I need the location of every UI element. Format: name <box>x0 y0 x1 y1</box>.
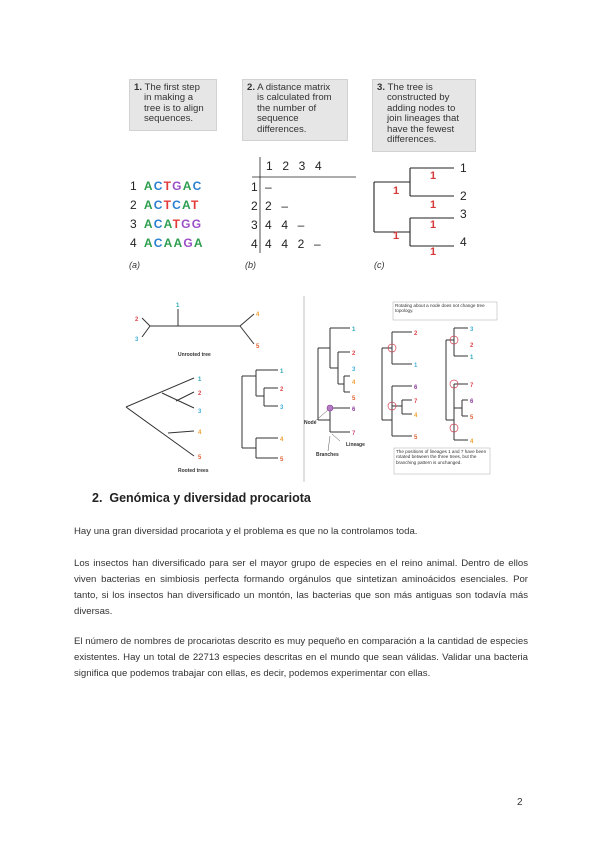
matrix-row-cells: 4 4 2 – <box>265 237 322 251</box>
leaf-label: 1 <box>176 303 180 309</box>
leaf-label: 2 <box>280 387 284 393</box>
tree-leaf-label: 3 <box>460 207 467 221</box>
step-2-line: A distance matrix <box>257 82 331 93</box>
leaf-label: 7 <box>470 383 474 389</box>
leaf-label: 5 <box>256 344 260 350</box>
phylogeny-figure <box>118 296 500 482</box>
matrix-row-label: 2 <box>251 199 258 213</box>
sequence-row <box>130 198 200 212</box>
step-2-line: is calculated from <box>257 92 332 104</box>
step-1-line: tree is to align <box>144 102 204 114</box>
branch-length-label: 1 <box>430 246 437 255</box>
sequence-base: C <box>172 198 183 212</box>
sequence-base: A <box>143 236 154 250</box>
leaf-label: 1 <box>280 369 284 375</box>
sequence-number: 2 <box>130 198 138 212</box>
leaf-label: 3 <box>135 337 139 343</box>
panel-label-a: (a) <box>129 260 140 270</box>
matrix-row-cells: – <box>265 180 273 194</box>
leaf-label: 1 <box>414 363 418 369</box>
step-1-box <box>129 79 217 131</box>
step-2-line: differences. <box>257 123 307 135</box>
leaf-label: 1 <box>352 327 356 333</box>
leaf-label: 2 <box>198 391 202 397</box>
step-3-number: 3. <box>377 82 386 93</box>
sequence-number: 4 <box>130 236 138 250</box>
leaf-label: 6 <box>470 399 474 405</box>
step-3-line: The tree is <box>387 82 433 93</box>
sequence-base: A <box>143 198 154 212</box>
sequence-base: C <box>153 236 164 250</box>
leaf-label: 4 <box>198 430 202 436</box>
leaf-label: 2 <box>135 317 139 323</box>
panel-label-b: (b) <box>245 260 256 270</box>
sequence-base: G <box>191 217 203 231</box>
sequence-base: A <box>182 198 192 212</box>
step-3-line: have the fewest <box>387 123 455 135</box>
step-2-number: 2. <box>247 82 256 93</box>
step-2-box <box>242 79 348 141</box>
sequence-base: A <box>193 236 204 250</box>
sequence-base: C <box>153 179 164 193</box>
section-heading: 2. Genómica y diversidad procariota <box>92 491 311 505</box>
sequence-base: T <box>163 179 173 193</box>
sequence-base: G <box>183 236 194 250</box>
sequence-base: G <box>172 179 183 193</box>
sequence-row <box>130 236 204 250</box>
sequence-row <box>130 179 202 193</box>
step-3-line: join lineages that <box>387 113 460 125</box>
branch-length-label: 1 <box>393 185 400 197</box>
matrix-row-cells: 2 – <box>265 199 290 213</box>
step-1-line: sequences. <box>144 113 194 125</box>
leaf-label: 7 <box>414 399 418 405</box>
sequence-base: A <box>163 217 173 231</box>
sequence-base: A <box>173 236 184 250</box>
step-2-line: the number of <box>257 102 317 114</box>
leaf-label: 5 <box>470 415 474 421</box>
leaf-label: 5 <box>198 455 202 461</box>
panel-label-c: (c) <box>374 260 385 270</box>
sequence-base: T <box>191 198 200 212</box>
leaf-label: 2 <box>414 331 418 337</box>
paragraph: Los insectos han diversificado para ser el mayor grupo de especies en el reino animal. Dentro de ellos viven bacterias en simbiosis perfecta formando orgánulos que sintetizan aminoácidos esenciales. Por tanto, si los insectos han diversificado un montón, las bacterias que son más antiguas son todavía más diversas. <box>74 558 528 617</box>
tree-leaf-label: 4 <box>460 235 467 249</box>
step-2-line: sequence <box>257 113 299 125</box>
leaf-label: 5 <box>280 457 284 463</box>
step-3-line: differences. <box>387 134 437 146</box>
step-3-line: constructed by <box>387 92 450 104</box>
lineage-rotation-note: The positions of lineages 1 and 7 have been rotated between the three trees, but the branching pattern is unchanged. <box>396 449 487 465</box>
branch-length-label: 1 <box>430 199 437 211</box>
sequence-base: A <box>182 179 193 193</box>
paragraph: El número de nombres de procariotas descrito es muy pequeño en comparación a la cantidad de especies existentes. Hay un total de 22713 especies descritas en el mundo que sean válidas. Validar una bacteria significa que podemos trabajar con ellas, es decir, podemos experimentar con ellas. <box>74 636 528 679</box>
sequence-row <box>130 217 202 231</box>
page-number: 2 <box>517 797 523 808</box>
leaf-label: 4 <box>256 312 260 318</box>
branch-length-label: 1 <box>430 170 437 182</box>
tree-leaf-label: 1 <box>460 161 467 175</box>
sequence-base: T <box>172 217 182 231</box>
sequence-base: A <box>163 236 174 250</box>
step-3-box <box>372 79 476 152</box>
distance-tree <box>360 155 490 255</box>
sequence-base: C <box>153 198 164 212</box>
matrix-row-cells: 4 4 – <box>265 218 306 232</box>
leaf-label: 3 <box>280 405 284 411</box>
leaf-label: 7 <box>352 431 356 437</box>
sequence-base: T <box>163 198 173 212</box>
leaf-label: 4 <box>470 439 474 445</box>
branches-label: Branches <box>316 452 339 458</box>
step-3-line: adding nodes to <box>387 102 456 114</box>
sequence-number: 1 <box>130 179 138 193</box>
leaf-label: 4 <box>352 380 356 386</box>
leaf-label: 5 <box>414 435 418 441</box>
sequence-base: C <box>153 217 164 231</box>
rooted-tree-label: Rooted trees <box>178 468 209 474</box>
sequence-base: A <box>143 217 154 231</box>
rotation-note: Rotating about a node does not change tree topology. <box>395 303 485 314</box>
unrooted-tree-label: Unrooted tree <box>178 352 211 358</box>
matrix-header: 1 2 3 4 <box>266 159 323 173</box>
leaf-label: 6 <box>414 385 418 391</box>
leaf-label: 3 <box>198 409 202 415</box>
sequence-base: C <box>192 179 203 193</box>
sequence-base: A <box>143 179 154 193</box>
leaf-label: 1 <box>470 355 474 361</box>
branch-length-label: 1 <box>393 230 400 242</box>
leaf-label: 2 <box>470 343 474 349</box>
paragraph: Hay una gran diversidad procariota y el problema es que no la controlamos toda. <box>74 526 418 537</box>
leaf-label: 4 <box>280 437 284 443</box>
leaf-label: 6 <box>352 407 356 413</box>
sequence-base: G <box>181 217 192 231</box>
matrix-row-label: 1 <box>251 180 258 194</box>
leaf-label: 2 <box>352 351 356 357</box>
tree-leaf-label: 2 <box>460 189 467 203</box>
sequence-number: 3 <box>130 217 138 231</box>
lineage-label: Lineage <box>346 442 365 448</box>
step-1-line: in making a <box>144 92 194 104</box>
step-1-line: The first step <box>144 82 200 93</box>
matrix-row-label: 3 <box>251 218 258 232</box>
node-label: Node <box>304 420 317 426</box>
leaf-label: 5 <box>352 396 356 402</box>
leaf-label: 4 <box>414 413 418 419</box>
step-1-number: 1. <box>134 82 143 93</box>
leaf-label: 1 <box>198 377 202 383</box>
branch-length-label: 1 <box>430 219 437 231</box>
leaf-label: 3 <box>352 367 356 373</box>
matrix-row-label: 4 <box>251 237 258 251</box>
leaf-label: 3 <box>470 327 474 333</box>
